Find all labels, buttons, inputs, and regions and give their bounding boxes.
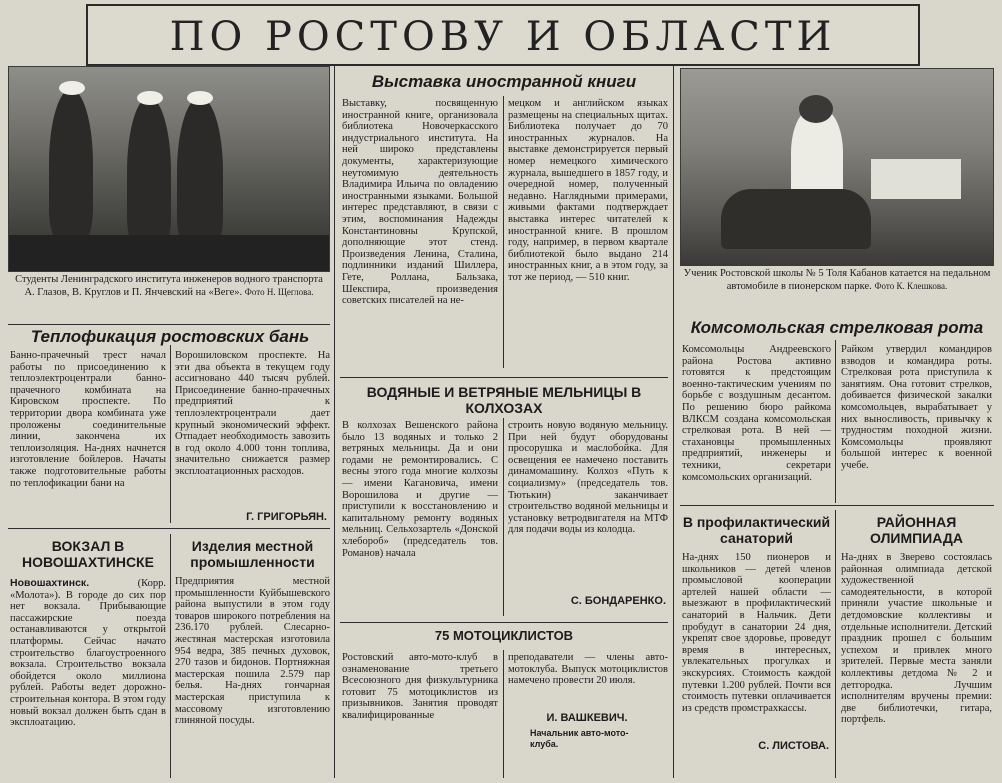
column-rule [334,66,335,778]
article-signature: С. БОНДАРЕНКО. [570,595,666,607]
section-header [86,4,920,66]
article-title: РАЙОННАЯ ОЛИМПИАДА [870,514,963,546]
article-signature-role: Начальник авто-мото-клуба. [530,728,629,749]
article-text: Комсомольцы Андреевского района Ростова активно готовятся к предстоящим военно-тактическим учениям по борьбе с воздушным десантом. По решению бюро райкома ВЛКСМ создана комсомольская стрелковая рота. В ней — стахановцы промышленных предприятий, инженеры и техники, секретари комсомольских организаций. [682,344,831,483]
column-rule [170,534,171,778]
section-rule [8,324,330,325]
photo-caption [10,274,328,314]
column-rule [503,650,504,778]
article-text: Банно-прачечный трест начал работы по присоединению к теплоэлектроцентрали банно-прачечного комбината на Кировском проспекте. По территории двора комбината уже проложены соединительные линии, закончена их теплоизоляция. На-днях начнется изготовление бойлеров. Начаты также подготовительные работы по теплофикации бани на [10,350,166,489]
section-rule [680,505,994,506]
article-title: ВОДЯНЫЕ И ВЕТРЯНЫЕ МЕЛЬНИЦЫ В КОЛХОЗАХ [366,384,642,416]
article-signature: С. ЛИСТОВА. [758,740,829,752]
article-text: строить новую водяную мельницу. При ней будут оборудованы просорушка и маслобойка. Для освещения ее намечено поставить динамомашину. Колхоз «Путь к социализму» (председатель тов. Тютькин) заканчивает строительство водяной мельницы и установку ветродвигателя на МТФ для подачи воды из колодца. [508,420,668,536]
article-body: (Корр. «Молота»). В городе до сих пор нет вокзала. Прибывающие пассажирские поезда останавливаются у открытой платформы. Сейчас начато строительство благоустроенного вокзала. Строительство вокзала обойдется около миллиона рублей. Работы ведет дорожно-строительная контора. В этом году новый вокзал должен быть сдан в эксплоатацию. [10,578,166,729]
article-lead: Новошахтинск. [10,578,90,589]
boy-pedal-car-photo [680,68,994,266]
article-title: Выставка иностранной книги [371,72,637,91]
article-text: Ворошиловском проспекте. На эти два объекта в текущем году ассигновано 440 тысяч рублей. Присоединение банно-прачечных предприятий к теплоэлектроцентрали дает крупный экономический эффект. Отпадает необходимость завозить в год около 4.000 тонн топлива, значительно снижается размер эксплоатационных расходов. [175,350,330,477]
section-rule [340,622,668,623]
column-rule [503,418,504,616]
article-title: Комсомольская стрелковая рота [690,318,984,337]
section-rule [8,528,330,529]
photo-credit: Фото Н. Щеглова. [244,287,314,297]
article-text: На-днях 150 пионеров и школьников — детей членов промысловой кооперации артелей нашей области — выезжают в профилактический санаторий в Нальчик. Дети пробудут в санатории 24 дня, укрепят свое здоровье, проведут время в интересных, увлекательных прогулках и экскурсиях. Стоимость каждой путевки 1.200 рублей. Почти вся стоимость путевки оплачивается из средств промстрахкассы. [682,552,831,714]
section-rule [340,377,668,378]
article-text: Предприятия местной промышленности Куйбышевского района выпустили в этом году товаров широкого потребления на 236.170 рублей. Слесарно-жестяная мастерская изготовила 954 ведра, 385 печных духовок, 270 тазов и бидонов. Портняжная мастерская пошила 2.579 пар белья. На-днях гончарная мастерская приступила к массовому изготовлению глиняной посуды. [175,576,330,727]
column-rule [835,510,836,778]
photo-credit: Фото К. Клешкова. [874,281,948,291]
article-title: Изделия местной промышленности [190,538,315,570]
students-photo [8,66,330,272]
section-title: ПО РОСТОВУ И ОБЛАСТИ [169,14,837,60]
article-title: ВОКЗАЛ В НОВОШАХТИНСКЕ [22,538,154,570]
article-text: мецком и английском языках размещены на специальных щитах. Библиотека получает до 70 иностранных журналов. На выставке демонстрируется первый номер немецкого химического журнала, вышедшего в 1857 году, и очередной номер, полученный недавно. Наглядными примерами, живыми фактами подтверждает выставка интерес читателей к иностранной книге. В прошлом году, например, в первом квартале библиотекой было выдано 214 иностранных книг, а в этом году, за тот же период, — 510 книг. [508,98,668,283]
article-text: Ростовский авто-мото-клуб в ознаменование третьего Всесоюзного дня физкультурника готовит 75 мотоциклистов из призывников. Занятия проводят квалифицированные [342,652,498,721]
article-title: Теплофикация ростовских бань [30,327,310,346]
article-text: преподаватели — члены авто-мотоклуба. Выпуск мотоциклистов намечено провести 20 июля. [508,652,668,687]
caption-text: Студенты Ленинградского института инженеров водного транспорта А. Глазов, В. Круглов и П. Янчевский на «Веге». [15,274,323,298]
article-text [10,578,166,778]
article-text: На-днях в Зверево состоялась районная олимпиада детской художественной самодеятельности, в которой приняли участие школьные и детдомовские коллективы и отдельные исполнители. Детский праздник прошел с большим успехом и привлек много зрителей. Первые места заняли коллективы детдома № 2 и детгородка. Лучшим исполнителям вручены премии: две библиотечки, гитара, портфель. [841,552,992,726]
caption-text: Ученик Ростовской школы № 5 Толя Кабанов катается на педальном автомобиле в пионерском парке. [683,268,991,292]
article-text: Выставку, посвященную иностранной книге, организовала библиотека Новочеркасского индустриального института. На ней широко представлены документы, характеризующие неутомимую деятельность Владимира Ильича по овладению иностранными языками. Большой интерес представляют, в связи с этим, воспоминания Надежды Константиновны Крупской, дополняющие этот стенд. Произведения Ленина, Сталина, подлинники изданий Шиллера, Гете, Роллана, Бальзака, Шекспира, произведения советских писателей на не- [342,98,498,307]
article-text: Райком утвердил командиров взводов и командира роты. Стрелковая рота приступила к занятиям. Она готовит стрелков, добивается физической закалки комсомольцев, вырабатывает у них выносливость, привычку к трудностям походной жизни. Комсомольцы проявляют большой интерес к военной учебе. [841,344,992,471]
column-rule [170,345,171,523]
article-text: В колхозах Вешенского района было 13 водяных и только 2 ветряных мельницы. Да и они годами не ремонтировались. С весны этого года многие колхозы — имени Кагановича, имени Ворошилова и другие — приступили к восстановлению и капитальному ремонту водяных мельниц. Сельхозартель «Донской хлебороб» (председатель тов. Романов) начала [342,420,498,559]
article-title: 75 МОТОЦИКЛИСТОВ [434,628,574,643]
article-signature: Г. ГРИГОРЬЯН. [246,511,327,523]
column-rule [835,340,836,503]
article-signature: И. ВАШКЕВИЧ. [546,712,628,724]
column-rule [673,66,674,778]
article-title: В профилактический санаторий [682,514,831,546]
photo-caption [682,268,992,308]
column-rule [503,96,504,368]
